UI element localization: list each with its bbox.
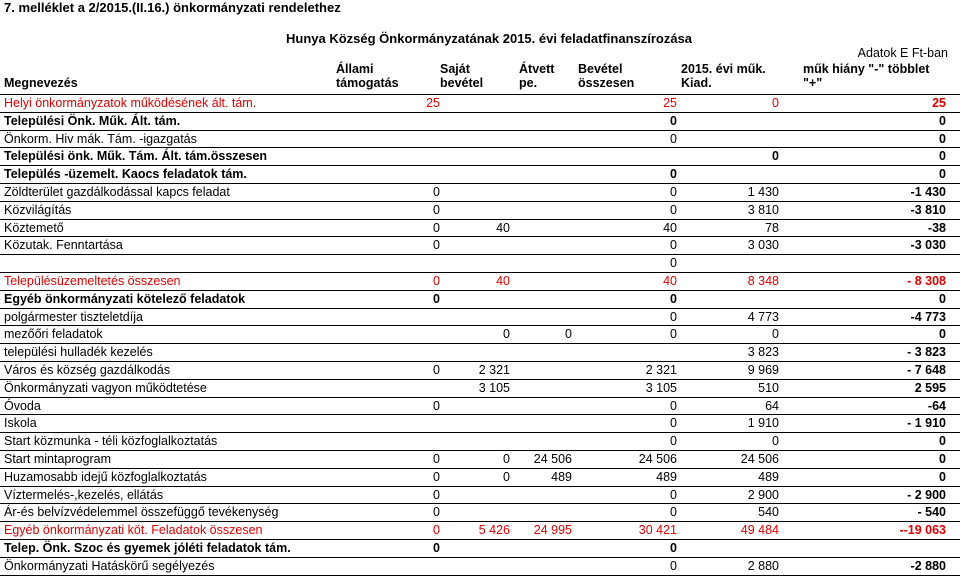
cell-c1: 0 (433, 291, 440, 306)
row-label: polgármester tiszteletdíja (4, 309, 143, 324)
cell-c5: 0 (772, 149, 779, 164)
cell-c6: - 1 910 (907, 416, 946, 431)
cell-c6: -1 430 (910, 184, 946, 199)
table-row (0, 380, 960, 398)
header-name: Megnevezés (4, 76, 78, 90)
table-row (0, 95, 960, 113)
row-label: Közutak. Fenntartása (4, 238, 123, 253)
cell-c1: 25 (426, 96, 440, 110)
cell-c6: -64 (927, 398, 946, 413)
row-label: Város és község gazdálkodás (4, 362, 171, 377)
cell-c5: 3 823 (747, 345, 779, 360)
table-row (0, 184, 960, 202)
table-row (0, 344, 960, 362)
row-label: Iskola (4, 416, 37, 431)
table-row (0, 113, 960, 131)
table-row (0, 202, 960, 220)
cell-c5: 8 348 (747, 273, 779, 288)
cell-c3: 489 (551, 469, 572, 484)
cell-c2: 3 105 (478, 380, 510, 395)
row-label: Huzamosabb idejű közfoglalkoztatás (4, 469, 207, 484)
row-label: Start mintaprogram (4, 451, 111, 466)
cell-c1: 0 (433, 202, 440, 217)
cell-c5: 1 910 (747, 416, 779, 431)
finance-table (0, 94, 960, 576)
cell-c3: 0 (565, 327, 572, 342)
cell-c2: 0 (503, 327, 510, 342)
cell-c2: 2 321 (478, 362, 510, 377)
cell-c6: -3 810 (910, 202, 946, 217)
cell-c6: 0 (939, 434, 946, 449)
row-label: Egyéb önkormányzati köt. Feladatok összesen (4, 523, 263, 538)
cell-c6: --19 063 (899, 523, 946, 538)
cell-c5: 49 484 (740, 523, 779, 538)
cell-c6: 0 (939, 451, 946, 466)
cell-c4: 0 (670, 131, 677, 146)
row-label: települési hulladék kezelés (4, 345, 153, 360)
cell-c4: 0 (670, 167, 677, 182)
row-label: Helyi önkormányzatok működésének ált. tám. (4, 96, 257, 110)
cell-c6: -4 773 (910, 309, 946, 324)
cell-c3: 24 995 (533, 523, 572, 538)
cell-c4: 489 (656, 469, 677, 484)
table-row (0, 309, 960, 327)
cell-c6: 0 (939, 291, 946, 306)
cell-c5: 540 (758, 505, 779, 520)
table-row (0, 291, 960, 309)
row-label: Települési Önk. Műk. Ált. tám. (4, 113, 181, 128)
cell-c2: 0 (503, 451, 510, 466)
table-row (0, 362, 960, 380)
header-bevetel: Bevétel összesen (578, 62, 635, 90)
cell-c6: 0 (939, 149, 946, 164)
table-row (0, 255, 960, 273)
cell-c6: 0 (939, 327, 946, 342)
cell-c5: 510 (758, 380, 779, 395)
cell-c6: 25 (932, 96, 946, 110)
row-label: Önkormányzati Hatáskörű segélyezés (4, 558, 215, 573)
unit-label: Adatok E Ft-ban (857, 46, 948, 60)
cell-c6: - 540 (917, 505, 946, 520)
cell-c5: 2 900 (747, 487, 779, 502)
cell-c5: 4 773 (747, 309, 779, 324)
cell-c4: 0 (670, 487, 677, 502)
row-label: Ár-és belvízvédelemmel összefüggő tevékenység (4, 505, 279, 520)
cell-c4: 40 (663, 273, 677, 288)
cell-c6: 2 595 (914, 380, 946, 395)
row-label: mezőőri feladatok (4, 327, 103, 342)
table-row (0, 540, 960, 558)
row-label: Zöldterület gazdálkodással kapcs feladat (4, 184, 230, 199)
table-row (0, 415, 960, 433)
row-label: Telep. Önk. Szoc és gyemek jóléti feladatok tám. (4, 540, 291, 555)
cell-c1: 0 (433, 273, 440, 288)
cell-c4: 25 (663, 96, 677, 110)
row-label: Települési önk. Műk. Tám. Ált. tám.összesen (4, 149, 268, 164)
cell-c4: 0 (670, 238, 677, 253)
table-row (0, 398, 960, 416)
table-row (0, 469, 960, 487)
cell-c1: 0 (433, 505, 440, 520)
cell-c4: 40 (663, 220, 677, 235)
cell-c6: - 7 648 (907, 362, 946, 377)
cell-c2: 40 (496, 273, 510, 288)
cell-c4: 0 (670, 416, 677, 431)
cell-c4: 0 (670, 398, 677, 413)
cell-c1: 0 (433, 451, 440, 466)
cell-c1: 0 (433, 362, 440, 377)
table-row (0, 148, 960, 166)
cell-c6: - 8 308 (907, 273, 946, 288)
cell-c5: 0 (772, 327, 779, 342)
cell-c1: 0 (433, 487, 440, 502)
cell-c6: -3 030 (910, 238, 946, 253)
row-label: Egyéb önkormányzati kötelező feladatok (4, 291, 246, 306)
cell-c4: 0 (670, 540, 677, 555)
cell-c4: 24 506 (638, 451, 677, 466)
row-label: Start közmunka - téli közfoglalkoztatás (4, 434, 218, 449)
table-row (0, 522, 960, 540)
header-sajat: Saját bevétel (440, 62, 484, 90)
cell-c5: 489 (758, 469, 779, 484)
table-row (0, 433, 960, 451)
table-title: Hunya Község Önkormányzatának 2015. évi feladatfinanszírozása (286, 31, 693, 46)
cell-c4: 0 (670, 558, 677, 573)
cell-c4: 0 (670, 327, 677, 342)
cell-c5: 0 (772, 96, 779, 110)
table-row (0, 273, 960, 291)
header-allami: Állami támogatás (336, 62, 399, 90)
cell-c1: 0 (433, 220, 440, 235)
cell-c4: 0 (670, 309, 677, 324)
cell-c5: 1 430 (747, 184, 779, 199)
cell-c6: -38 (927, 220, 946, 235)
row-label: Településüzemeltetés összesen (4, 273, 181, 288)
cell-c6: 0 (939, 469, 946, 484)
cell-c1: 0 (433, 469, 440, 484)
row-label: Önkormányzati vagyon működtetése (4, 380, 207, 395)
row-label: Önkorm. Hiv mák. Tám. -igazgatás (4, 131, 197, 146)
cell-c2: 40 (496, 220, 510, 235)
cell-c6: - 2 900 (907, 487, 946, 502)
cell-c3: 24 506 (533, 451, 572, 466)
cell-c4: 0 (670, 113, 677, 128)
table-row (0, 451, 960, 469)
cell-c1: 0 (433, 540, 440, 555)
cell-c5: 78 (765, 220, 779, 235)
table-row (0, 326, 960, 344)
cell-c5: 9 969 (747, 362, 779, 377)
row-label: Település -üzemelt. Kaocs feladatok tám. (4, 167, 247, 182)
table-row (0, 220, 960, 238)
cell-c5: 0 (772, 434, 779, 449)
cell-c5: 3 030 (747, 238, 779, 253)
header-kiadas: 2015. évi műk. Kiad. (681, 62, 766, 90)
cell-c6: 0 (939, 167, 946, 182)
cell-c4: 0 (670, 256, 677, 271)
table-row (0, 166, 960, 184)
row-label: Víztermelés-,kezelés, ellátás (4, 487, 164, 502)
cell-c1: 0 (433, 238, 440, 253)
cell-c4: 0 (670, 184, 677, 199)
row-label: Köztemető (4, 220, 64, 235)
cell-c6: 0 (939, 131, 946, 146)
cell-c4: 0 (670, 505, 677, 520)
cell-c4: 3 105 (645, 380, 677, 395)
cell-c6: 0 (939, 113, 946, 128)
cell-c5: 2 880 (747, 558, 779, 573)
cell-c5: 24 506 (740, 451, 779, 466)
cell-c6: - 3 823 (907, 345, 946, 360)
cell-c4: 0 (670, 202, 677, 217)
table-row (0, 131, 960, 149)
row-label: Közvilágítás (4, 202, 72, 217)
cell-c2: 5 426 (478, 523, 510, 538)
cell-c4: 30 421 (638, 523, 677, 538)
cell-c4: 0 (670, 434, 677, 449)
cell-c5: 64 (765, 398, 779, 413)
document-title: 7. melléklet a 2/2015.(II.16.) önkormányzati rendelethez (4, 0, 341, 15)
table-row (0, 504, 960, 522)
cell-c1: 0 (433, 523, 440, 538)
cell-c4: 2 321 (645, 362, 677, 377)
cell-c2: 0 (503, 469, 510, 484)
header-atvett: Átvett pe. (519, 62, 555, 90)
cell-c6: -2 880 (910, 558, 946, 573)
table-row (0, 237, 960, 255)
table-row (0, 487, 960, 505)
row-label: Óvoda (4, 398, 41, 413)
cell-c4: 0 (670, 291, 677, 306)
cell-c5: 3 810 (747, 202, 779, 217)
table-row (0, 558, 960, 576)
header-hiany: műk hiány "-" többlet "+" (803, 62, 930, 90)
cell-c1: 0 (433, 398, 440, 413)
cell-c1: 0 (433, 184, 440, 199)
